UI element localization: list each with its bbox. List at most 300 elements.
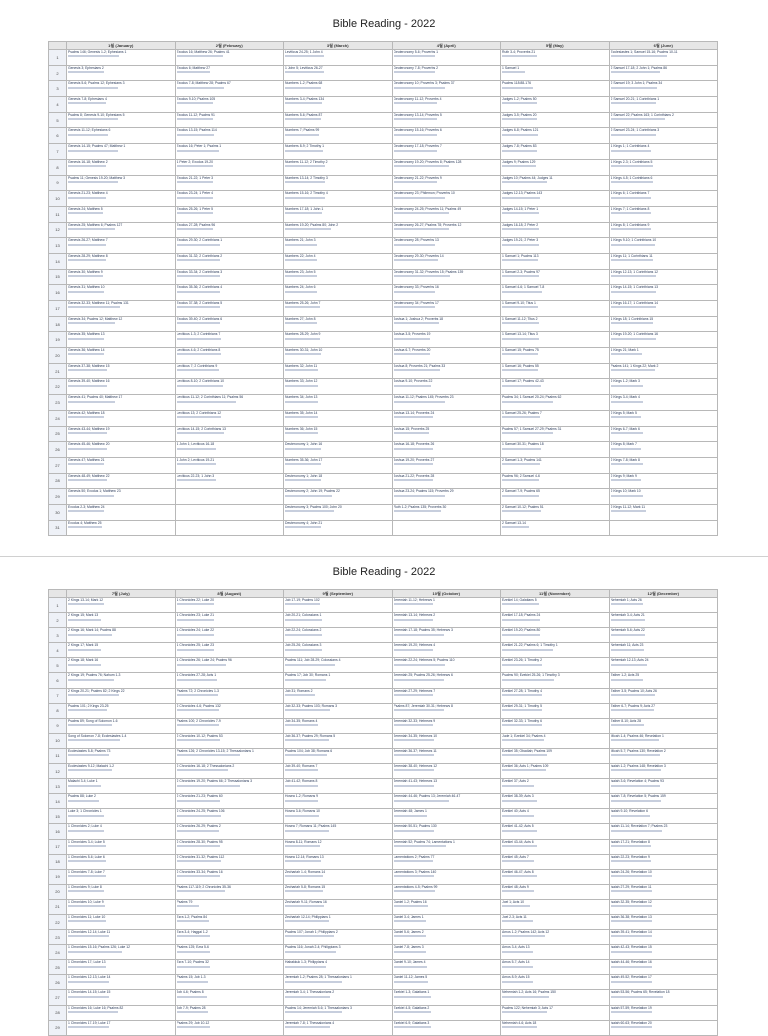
reading-subtext — [285, 478, 391, 482]
reading-subtext — [611, 678, 717, 682]
reading-text: Isaiah 36-38; Revelation 13 — [610, 914, 652, 919]
reading-subtext — [285, 305, 391, 309]
day-number: 19 — [49, 869, 67, 884]
reading-cell — [501, 81, 610, 97]
reading-subtext — [394, 337, 500, 341]
reading-subtext — [394, 180, 500, 184]
reading-cell — [501, 899, 610, 914]
day-number: 2 — [49, 65, 67, 81]
reading-cell — [392, 426, 501, 442]
reading-subtext — [611, 86, 717, 90]
day-number: 6 — [49, 673, 67, 688]
reading-subtext — [68, 446, 174, 450]
reading-subtext — [394, 965, 500, 969]
reading-cell — [501, 809, 610, 824]
reading-text: Numbers 36; John 15 — [285, 426, 318, 431]
day-number: 1 — [49, 598, 67, 613]
day-number: 27 — [49, 990, 67, 1005]
reading-cell — [501, 175, 610, 191]
reading-subtext — [502, 965, 608, 969]
reading-cell — [175, 144, 284, 160]
reading-cell — [284, 824, 393, 839]
reading-text: Nehemiah 1-2; Acts 16; Psalms 150 — [502, 990, 556, 995]
reading-cell — [175, 869, 284, 884]
reading-text: Jeremiah 36-37; Hebrews 11 — [393, 748, 437, 753]
table-row — [49, 809, 718, 824]
reading-subtext — [68, 525, 174, 529]
reading-text: 2 Kings 7-8; Mark 8 — [610, 457, 640, 462]
reading-text: Exodus 16; Matthew 26; Psalms 41 — [176, 50, 230, 54]
reading-subtext — [502, 602, 608, 606]
reading-subtext — [394, 258, 500, 262]
day-number: 6 — [49, 128, 67, 144]
reading-text: Psalms 125; Ezra 5-6 — [176, 945, 209, 950]
reading-text: Deuteronomy 28; Proverbs 13 — [393, 238, 439, 243]
reading-cell — [392, 285, 501, 301]
reading-subtext — [68, 1025, 174, 1029]
reading-cell — [609, 222, 718, 238]
reading-text: Ezekiel 4-5; Galatians 2 — [393, 1005, 430, 1010]
reading-text: 2 Chronicles 4-6; Psalms 132 — [176, 703, 221, 708]
reading-text: Nehemiah 1; Acts 26 — [610, 598, 642, 602]
reading-cell — [501, 206, 610, 222]
reading-cell — [284, 960, 393, 975]
reading-subtext — [611, 859, 717, 863]
month-header: 12월 (December) — [609, 590, 718, 598]
reading-cell — [392, 301, 501, 317]
reading-cell — [609, 688, 718, 703]
reading-text: Zechariah 1-4; Romans 14 — [285, 869, 326, 874]
reading-subtext — [285, 399, 391, 403]
reading-text: 1 Samuel 1; Psalms 113 — [502, 253, 539, 258]
reading-subtext — [394, 632, 500, 636]
reading-text: 2 Kings 19; Psalms 76; Nahum 1-3 — [68, 673, 121, 678]
reading-cell — [67, 269, 176, 285]
reading-cell — [67, 191, 176, 207]
reading-cell — [67, 457, 176, 473]
reading-subtext — [177, 133, 283, 137]
reading-cell — [392, 1020, 501, 1035]
reading-text: Jeremiah 22-24; Hebrews 5; Psalms 110 — [393, 658, 455, 663]
reading-subtext — [177, 431, 283, 435]
reading-subtext — [394, 164, 500, 168]
reading-text: Hosea 12-14; Romans 13 — [285, 854, 324, 859]
reading-cell — [175, 112, 284, 128]
reading-cell — [392, 348, 501, 364]
reading-cell — [609, 839, 718, 854]
reading-subtext — [502, 783, 608, 787]
reading-cell — [609, 285, 718, 301]
reading-cell — [284, 253, 393, 269]
reading-subtext — [502, 462, 608, 466]
reading-subtext — [394, 904, 500, 908]
reading-subtext — [502, 148, 608, 152]
reading-subtext — [611, 478, 717, 482]
reading-cell — [392, 50, 501, 66]
table-row — [49, 748, 718, 763]
reading-text: Nehemiah 3-4; Acts 21 — [610, 613, 645, 618]
reading-cell — [501, 673, 610, 688]
reading-subtext — [177, 1010, 283, 1014]
day-number: 30 — [49, 504, 67, 520]
reading-subtext — [177, 117, 283, 121]
table-row — [49, 658, 718, 673]
reading-cell — [609, 301, 718, 317]
reading-text: Ezekiel 41-42; Acts 5 — [502, 824, 534, 829]
reading-text: Job 7-9; Psalms 28 — [176, 1005, 206, 1010]
reading-text: Exodus 29-30; 2 Corinthians 1 — [176, 238, 223, 243]
reading-cell — [175, 990, 284, 1005]
reading-text: 1 John 1; Leviticus 16-18 — [176, 442, 215, 447]
reading-cell — [501, 613, 610, 628]
reading-cell — [67, 764, 176, 779]
reading-text: Psalms 8; Genesis 9-10; Ephesians 5 — [68, 112, 125, 117]
reading-cell — [392, 613, 501, 628]
day-number: 21 — [49, 899, 67, 914]
reading-text: 2 Chronicles 28-30; Psalms 95 — [176, 839, 223, 844]
reading-text: Leviticus 1-3; 2 Corinthians 7 — [176, 332, 221, 337]
table-row — [49, 332, 718, 348]
reading-text: Song of Solomon 7-8; Ecclesiastes 1-4 — [68, 733, 127, 738]
reading-cell — [284, 930, 393, 945]
day-number: 7 — [49, 144, 67, 160]
reading-cell — [609, 191, 718, 207]
reading-text: Ezekiel 14; Galatians 5 — [502, 598, 537, 602]
reading-text: 1 Kings 6; 1 Corinthians 7 — [610, 191, 650, 196]
reading-cell — [284, 442, 393, 458]
reading-text: 1 Kings 16-17; 1 Corinthians 14 — [610, 301, 658, 305]
reading-text: Psalms 101; 2 Kings 23-25 — [68, 703, 109, 708]
table-row — [49, 395, 718, 411]
reading-text: Micah 1-4; Psalms 46; Revelation 1 — [610, 733, 664, 738]
reading-text: Psalms 57; 1 Samuel 27-29; Psalms 31 — [502, 426, 562, 431]
reading-text: Leviticus 7; 2 Corinthians 9 — [176, 363, 218, 368]
reading-cell — [501, 779, 610, 794]
reading-text: Deuteronomy 31-32; Proverbs 15; Psalms 139 — [393, 269, 464, 274]
reading-subtext — [177, 384, 283, 388]
reading-subtext — [177, 708, 283, 712]
reading-cell — [609, 65, 718, 81]
reading-cell — [609, 613, 718, 628]
reading-text: Ecclesiastes 5-8; Psalms 73 — [68, 748, 111, 753]
reading-cell — [175, 363, 284, 379]
reading-cell — [175, 97, 284, 113]
reading-subtext — [285, 70, 391, 74]
reading-text: Genesis 16-18; Matthew 2 — [68, 159, 108, 164]
reading-text: Job 31; Romans 2 — [285, 688, 313, 693]
reading-text: Deuteronomy 7-8; Proverbs 2 — [393, 65, 438, 70]
reading-subtext — [68, 384, 174, 388]
reading-cell — [175, 316, 284, 332]
reading-subtext — [502, 678, 608, 682]
reading-cell — [501, 379, 610, 395]
table-row — [49, 410, 718, 426]
reading-text: 2 Kings 6-7; Mark 6 — [610, 426, 640, 431]
reading-cell — [501, 269, 610, 285]
reading-text: Genesis 25; Matthew 6; Psalms 127 — [68, 222, 123, 227]
table-row — [49, 175, 718, 191]
reading-cell — [392, 363, 501, 379]
reading-cell — [284, 914, 393, 929]
reading-text: 2 Samuel 20-21; 1 Corinthians 1 — [610, 97, 660, 102]
reading-cell — [284, 990, 393, 1005]
reading-cell — [67, 598, 176, 613]
reading-text: 1 Chronicles 26; Luke 24; Psalms 96 — [176, 658, 232, 663]
reading-cell — [284, 112, 393, 128]
reading-text: Deuteronomy 10; Proverbs 3; Psalms 37 — [393, 81, 455, 86]
reading-cell — [67, 673, 176, 688]
reading-text: 1 Chronicles 24; Luke 22 — [176, 628, 215, 633]
day-number: 11 — [49, 206, 67, 222]
reading-subtext — [502, 399, 608, 403]
reading-text: 2 Kings 3-4; Mark 4 — [610, 395, 640, 400]
reading-text: 1 Kings 1; 1 Corinthians 4 — [610, 144, 650, 149]
reading-cell — [609, 128, 718, 144]
reading-cell — [284, 395, 393, 411]
reading-subtext — [502, 648, 608, 652]
reading-subtext — [285, 274, 391, 278]
reading-subtext — [394, 693, 500, 697]
table-row — [49, 348, 718, 364]
reading-cell — [175, 206, 284, 222]
reading-text: Judges 12-13; Psalms 143 — [502, 191, 543, 196]
table-row — [49, 50, 718, 66]
reading-text: Job 36-37; Psalms 29; Romans 5 — [285, 733, 336, 738]
table-row — [49, 191, 718, 207]
reading-cell — [284, 688, 393, 703]
table-row — [49, 764, 718, 779]
reading-text: Genesis 5-6; Psalms 12; Ephesians 3 — [68, 81, 125, 86]
reading-cell — [284, 457, 393, 473]
reading-cell — [284, 206, 393, 222]
reading-cell — [284, 854, 393, 869]
table-row — [49, 628, 718, 643]
reading-text: Numbers 35; John 14 — [285, 410, 318, 415]
reading-text: Isaiah 44-46; Revelation 16 — [610, 960, 652, 965]
reading-text: Ezekiel 37; Acts 2 — [502, 779, 529, 784]
reading-text: 1 Kings 2-3; 1 Corinthians 5 — [610, 159, 653, 164]
day-number: 29 — [49, 489, 67, 505]
reading-text: Hosea 8-11; Romans 12 — [285, 839, 322, 844]
reading-subtext — [177, 415, 283, 419]
reading-cell — [67, 348, 176, 364]
day-number: 22 — [49, 379, 67, 395]
reading-text: Deuteronomy 11-12; Proverbs 4 — [393, 97, 442, 102]
reading-text: 1 Chronicles 12-14; Luke 11 — [68, 930, 111, 935]
reading-subtext — [611, 164, 717, 168]
reading-text: Numbers 5-6; Psalms 87 — [285, 112, 323, 117]
reading-subtext — [285, 904, 391, 908]
day-number: 4 — [49, 643, 67, 658]
reading-subtext — [394, 949, 500, 953]
reading-subtext — [611, 708, 717, 712]
reading-text: 1 Kings 4-5; 1 Corinthians 6 — [610, 175, 653, 180]
reading-cell — [609, 703, 718, 718]
reading-subtext — [285, 663, 391, 667]
reading-subtext — [285, 195, 391, 199]
reading-cell — [392, 733, 501, 748]
reading-cell — [392, 159, 501, 175]
reading-text: 1 Samuel 9-10; Titus 1 — [502, 301, 536, 305]
reading-subtext — [68, 799, 174, 803]
reading-subtext — [394, 708, 500, 712]
reading-cell — [175, 81, 284, 97]
reading-cell — [284, 489, 393, 505]
reading-subtext — [285, 462, 391, 466]
month-header: 11월 (November) — [501, 590, 610, 598]
reading-subtext — [611, 227, 717, 231]
reading-subtext — [177, 874, 283, 878]
reading-subtext — [394, 70, 500, 74]
reading-cell — [609, 332, 718, 348]
reading-text: Genesis 24; Matthew 5 — [68, 206, 103, 211]
reading-text: 2 Kings 13-14; Mark 12 — [68, 598, 104, 602]
reading-cell — [175, 332, 284, 348]
reading-cell — [501, 794, 610, 809]
reading-subtext — [68, 708, 174, 712]
reading-subtext — [68, 195, 174, 199]
reading-cell — [501, 97, 610, 113]
reading-cell — [392, 206, 501, 222]
reading-text: 1 Chronicles 7-8; Luke 7 — [68, 869, 105, 874]
reading-text: Psalms 29; Job 10-12 — [176, 1020, 210, 1025]
day-number: 15 — [49, 269, 67, 285]
reading-subtext — [611, 70, 717, 74]
day-number: 8 — [49, 703, 67, 718]
reading-subtext — [394, 602, 500, 606]
reading-subtext — [177, 602, 283, 606]
reading-subtext — [502, 874, 608, 878]
reading-text: Malachi 3-4; Luke 1 — [68, 779, 98, 784]
reading-text: Ezekiel 27-28; 1 Timothy 4 — [502, 688, 542, 693]
table-row — [49, 839, 718, 854]
reading-cell — [67, 824, 176, 839]
reading-cell — [501, 112, 610, 128]
reading-text: Ezekiel 32-33; 1 Timothy 6 — [502, 718, 542, 723]
reading-subtext — [285, 211, 391, 215]
reading-subtext — [502, 1025, 608, 1029]
reading-text: Job 17-19; Psalms 102 — [285, 598, 320, 602]
day-number: 1 — [49, 50, 67, 66]
reading-cell — [501, 442, 610, 458]
reading-subtext — [68, 274, 174, 278]
reading-cell — [175, 348, 284, 364]
reading-subtext — [285, 678, 391, 682]
reading-subtext — [394, 509, 500, 513]
reading-text: 2 Samuel 7-9; Psalms 65 — [502, 489, 540, 494]
reading-cell — [175, 285, 284, 301]
reading-cell — [609, 144, 718, 160]
reading-text: 2 Kings 17; Mark 15 — [68, 643, 99, 648]
reading-text: Genesis 11-12; Ephesians 6 — [68, 128, 111, 133]
reading-subtext — [502, 54, 608, 58]
reading-cell — [67, 159, 176, 175]
table-row — [49, 222, 718, 238]
reading-cell — [67, 473, 176, 489]
table-row — [49, 81, 718, 97]
reading-subtext — [502, 211, 608, 215]
reading-subtext — [285, 859, 391, 863]
reading-text: Genesis 43-44; Matthew 19 — [68, 426, 110, 431]
reading-subtext — [611, 980, 717, 984]
reading-cell — [175, 960, 284, 975]
reading-text: Zechariah 5-8; Romans 15 — [285, 884, 326, 889]
day-number: 16 — [49, 285, 67, 301]
reading-text: Isaiah 57-59; Revelation 19 — [610, 1005, 652, 1010]
reading-text: Genesis 39-40; Matthew 16 — [68, 379, 110, 384]
reading-subtext — [502, 525, 608, 529]
reading-subtext — [177, 368, 283, 372]
reading-subtext — [285, 965, 391, 969]
reading-subtext — [285, 352, 391, 356]
reading-subtext — [177, 934, 283, 938]
reading-subtext — [394, 663, 500, 667]
reading-subtext — [502, 164, 608, 168]
table-row — [49, 703, 718, 718]
reading-cell — [175, 238, 284, 254]
reading-subtext — [68, 663, 174, 667]
reading-text: Isaiah 42-43; Revelation 15 — [610, 945, 652, 950]
reading-cell — [609, 643, 718, 658]
reading-text: Genesis 26-27; Matthew 7 — [68, 238, 108, 243]
day-number: 14 — [49, 794, 67, 809]
reading-cell — [392, 191, 501, 207]
reading-cell — [392, 442, 501, 458]
reading-text: Isaiah 7-8; Revelation 5; Psalms 159 — [610, 794, 666, 799]
reading-text: 1 Chronicles 22; Luke 20 — [176, 598, 215, 602]
reading-subtext — [611, 243, 717, 247]
reading-text: Job 41-42; Romans 8 — [285, 779, 318, 784]
reading-text: Deuteronomy 21-22; Proverbs 9 — [393, 175, 442, 180]
reading-cell — [609, 824, 718, 839]
reading-text: Psalms 14; Jeremiah 5-6; 1 Thessalonians 3 — [285, 1005, 352, 1010]
reading-text: Isaiah 24-26; Revelation 10 — [610, 869, 652, 874]
reading-subtext — [502, 799, 608, 803]
table-row — [49, 1005, 718, 1020]
table-row — [49, 673, 718, 688]
reading-subtext — [68, 352, 174, 356]
reading-cell — [67, 718, 176, 733]
reading-text: 2 Kings 15; Mark 13 — [68, 613, 99, 618]
reading-cell — [501, 839, 610, 854]
reading-text: Jeremiah 13-14; Hebrews 2 — [393, 613, 436, 618]
reading-cell — [501, 703, 610, 718]
reading-text: Hosea 7; Romans 11; Psalms 145 — [285, 824, 337, 829]
table-row — [49, 285, 718, 301]
reading-subtext — [177, 814, 283, 818]
reading-text: Exodus 16; Peter 1; Psalms 1 — [176, 144, 222, 149]
table-row — [49, 899, 718, 914]
reading-cell — [392, 975, 501, 990]
reading-cell — [67, 658, 176, 673]
reading-cell — [67, 914, 176, 929]
reading-subtext — [68, 648, 174, 652]
reading-subtext — [502, 274, 608, 278]
reading-subtext — [502, 617, 608, 621]
reading-text: Zechariah 12-14; Philippians 1 — [285, 914, 331, 919]
day-number: 3 — [49, 628, 67, 643]
reading-subtext — [611, 180, 717, 184]
reading-subtext — [68, 919, 174, 923]
reading-text: Numbers 23; John 5 — [285, 269, 316, 274]
reading-subtext — [394, 446, 500, 450]
reading-cell — [392, 930, 501, 945]
reading-cell — [609, 395, 718, 411]
reading-cell — [392, 316, 501, 332]
table-row — [49, 884, 718, 899]
reading-text: Daniel 9-10; James 4 — [393, 960, 426, 965]
reading-subtext — [502, 352, 608, 356]
